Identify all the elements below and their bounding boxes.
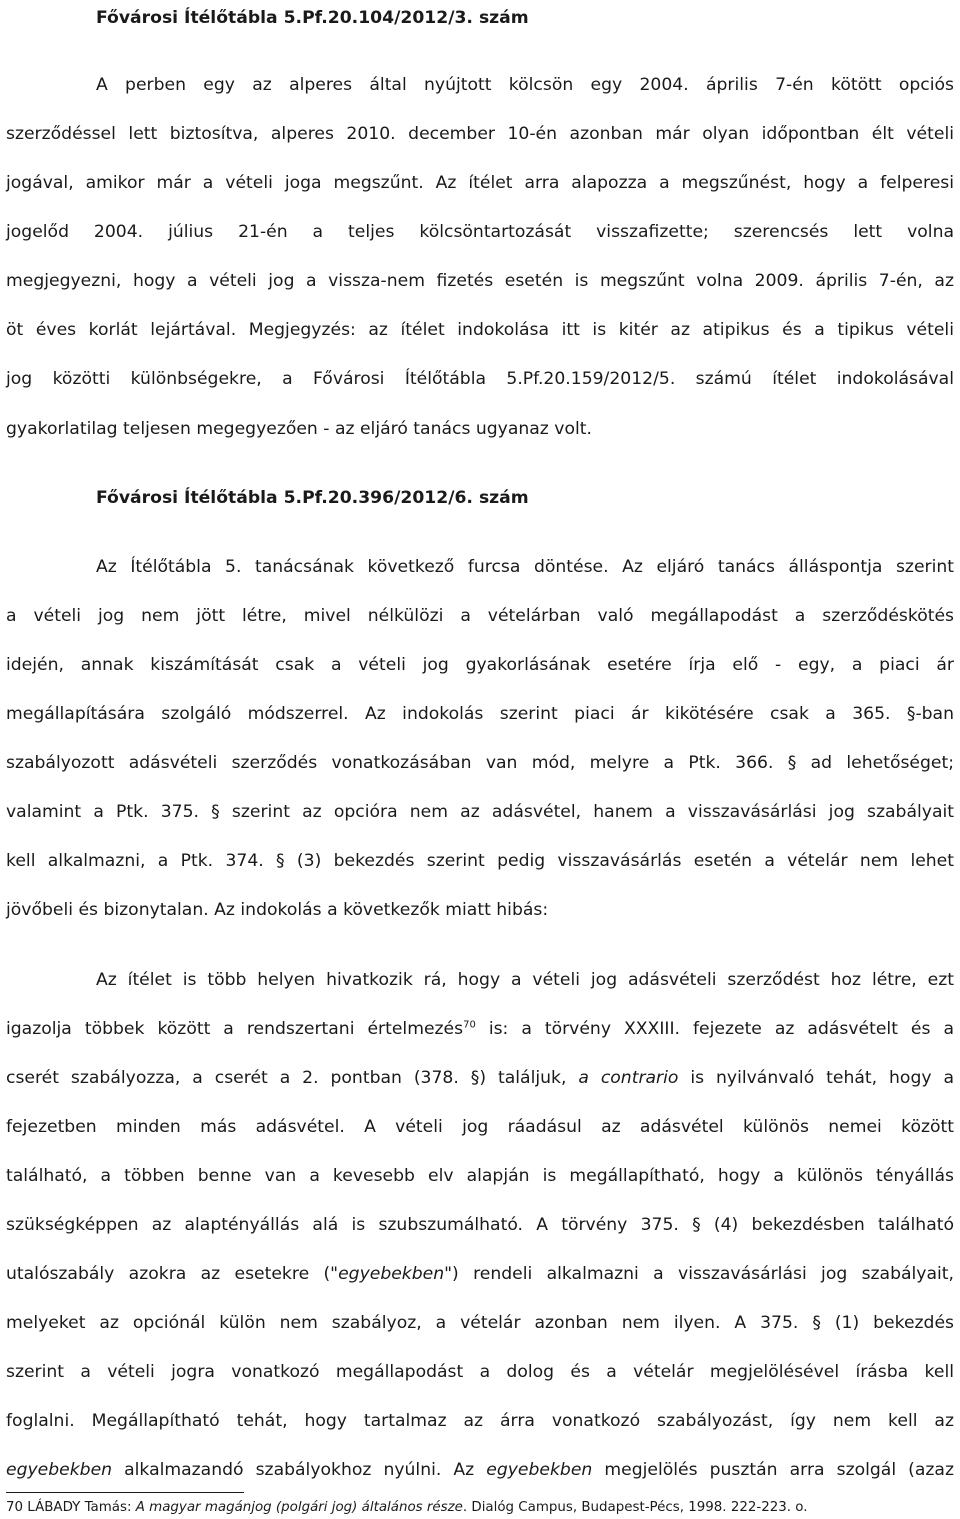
footnote — [6, 1499, 808, 1517]
footnote-title: A magyar magánjog (polgári jog) általános része — [135, 1500, 463, 1515]
paragraph-line: szükségképpen az alaptényállás alá is szubszumálható. A törvény 375. § (4) bekezdésben található — [6, 1215, 954, 1235]
paragraph-line: szabályozott adásvételi szerződés vonatkozásában van mód, melyre a Ptk. 366. § ad lehetőséget; — [6, 753, 954, 773]
paragraph-line: Az Ítélőtábla 5. tanácsának következő furcsa döntése. Az eljáró tanács álláspontja szerint — [96, 557, 954, 577]
paragraph-line: öt éves korlát lejártával. Megjegyzés: az ítélet indokolása itt is kitér az atipikus és a tipikus vételi — [6, 320, 954, 340]
footnote-separator — [6, 1492, 244, 1493]
italic-term: egyebekben — [338, 1264, 445, 1284]
italic-term: a contrario — [578, 1068, 679, 1088]
paragraph-line: szerződéssel lett biztosítva, alperes 2010. december 10-én azonban már olyan időpontban élt vételi — [6, 124, 954, 144]
case-heading-2: Fővárosi Ítélőtábla 5.Pf.20.396/2012/6. szám — [96, 488, 529, 508]
paragraph-line: A perben egy az alperes által nyújtott kölcsön egy 2004. április 7-én kötött opciós — [96, 75, 954, 95]
paragraph-line: jog közötti különbségekre, a Fővárosi Ítélőtábla 5.Pf.20.159/2012/5. számú ítélet indokolásával — [6, 369, 954, 389]
paragraph-line: jövőbeli és bizonytalan. Az indokolás a következők miatt hibás: — [6, 900, 549, 920]
paragraph-line: gyakorlatilag teljesen megegyezően - az eljáró tanács ugyanaz volt. — [6, 419, 592, 439]
paragraph-line: fejezetben minden más adásvétel. A vételi jog ráadásul az adásvétel különös nemei között — [6, 1117, 954, 1137]
text-span: igazolja többek között a rendszertani értelmezés — [6, 1019, 464, 1039]
paragraph-line: a vételi jog nem jött létre, mivel nélkülözi a vételárban való megállapodást a szerződéskötés — [6, 606, 954, 626]
case-heading-1: Fővárosi Ítélőtábla 5.Pf.20.104/2012/3. szám — [96, 8, 529, 28]
text-span: alkalmazandó szabályokhoz nyúlni. Az — [112, 1460, 487, 1480]
paragraph-line: található, a többen benne van a kevesebb elv alapján is megállapítható, hogy a különös tényállás — [6, 1166, 954, 1186]
paragraph-line: kell alkalmazni, a Ptk. 374. § (3) bekezdés szerint pedig visszavásárlás esetén a vételár nem lehet — [6, 851, 954, 871]
italic-term: egyebekben — [486, 1460, 593, 1480]
footnote-source: . Dialóg Campus, Budapest-Pécs, 1998. 222-223. o. — [462, 1500, 808, 1515]
paragraph-line — [6, 1261, 954, 1287]
footnote-ref[interactable]: 70 — [463, 1019, 476, 1031]
paragraph-line: megjegyezni, hogy a vételi jog a vissza-nem fizetés esetén is megszűnt volna 2009. április 7-én, az — [6, 271, 954, 291]
text-span: cserét szabályozza, a cserét a 2. pontban (378. §) találjuk, — [6, 1068, 579, 1088]
paragraph-line — [6, 1065, 954, 1091]
footnote-author: LÁBADY Tamás: — [23, 1500, 136, 1515]
text-span: ") rendeli alkalmazni a visszavásárlási jog szabályait, — [444, 1264, 954, 1284]
text-span: is: a törvény XXXIII. fejezete az adásvételt és a — [475, 1019, 954, 1039]
paragraph-line: melyeket az opciónál külön nem szabályoz, a vételár azonban nem ilyen. A 375. § (1) bekezdés — [6, 1313, 954, 1333]
italic-term: egyebekben — [6, 1460, 113, 1480]
text-span: megjelölés pusztán arra szolgál (azaz — [592, 1460, 954, 1480]
paragraph-line: jogelőd 2004. július 21-én a teljes kölcsöntartozását visszafizette; szerencsés lett volna — [6, 222, 954, 242]
paragraph-line: idején, annak kiszámítását csak a vételi jog gyakorlásának esetére írja elő - egy, a piaci ár — [6, 655, 954, 675]
footnote-number: 70 — [6, 1500, 24, 1515]
paragraph-line: megállapítására szolgáló módszerrel. Az indokolás szerint piaci ár kikötésére csak a 365. §-ban — [6, 704, 954, 724]
paragraph-line: foglalni. Megállapítható tehát, hogy tartalmaz az árra vonatkozó szabályozást, így nem kell az — [6, 1411, 954, 1431]
paragraph-line — [6, 1457, 954, 1483]
text-span: is nyilvánvaló tehát, hogy a — [678, 1068, 954, 1088]
paragraph-line — [6, 1016, 954, 1042]
text-span: utalószabály azokra az esetekre (" — [6, 1264, 339, 1284]
paragraph-line: valamint a Ptk. 375. § szerint az opcióra nem az adásvétel, hanem a visszavásárlási jog szabályait — [6, 802, 954, 822]
paragraph-line: jogával, amikor már a vételi joga megszűnt. Az ítélet arra alapozza a megszűnést, hogy a felperesi — [6, 173, 954, 193]
paragraph-line: Az ítélet is több helyen hivatkozik rá, hogy a vételi jog adásvételi szerződést hoz létre, ezt — [96, 970, 954, 990]
paragraph-line: szerint a vételi jogra vonatkozó megállapodást a dolog és a vételár megjelölésével írásba kell — [6, 1362, 954, 1382]
